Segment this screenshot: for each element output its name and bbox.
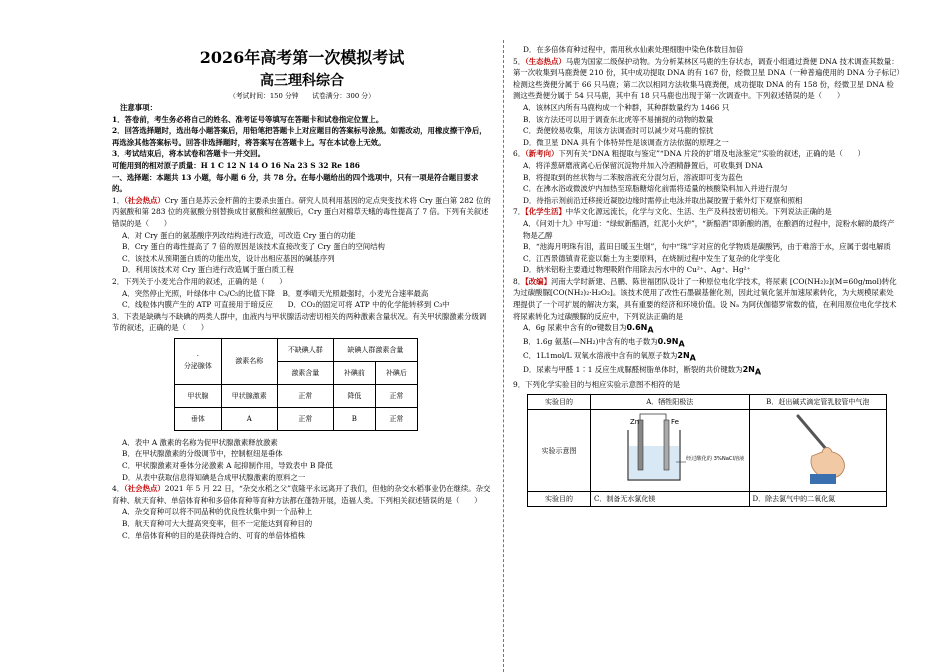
table-header-gland: [175, 338, 222, 384]
table-row: [528, 492, 887, 507]
question-number: 1．: [112, 195, 125, 205]
table-dot: ·: [196, 352, 199, 361]
notice-item: 2．回答选择题时，选出每小题答案后，用铅笔把答题卡上对应题目的答案标号涂黑。如需改动，用橡皮擦干净后，再选涂其他答案标号。回答非选择题时，将答案写在答题卡上。写在本试卷上无效。: [112, 126, 487, 147]
table-header-deficient: 缺碘人群激素含量: [333, 338, 417, 361]
option-text: C．1L1mol/L 双氧水溶液中含有的氧原子数为: [523, 351, 678, 361]
experiment-table: [527, 394, 887, 507]
question-number: 8．: [513, 276, 526, 286]
option: C．线粒体内膜产生的 ATP 可直接用于暗反应 D．CO₂的固定可将 ATP 中的化学能转移到 C₃中: [122, 300, 450, 310]
option: D．利用该技术对 Cry 蛋白进行改造属于蛋白质工程: [122, 265, 294, 275]
table-header-hormone: 激素名称: [221, 338, 277, 384]
question-number: 3．: [112, 311, 125, 321]
question-2: [112, 276, 492, 288]
option: [513, 350, 901, 364]
question-tag: （社会热点）: [124, 195, 165, 205]
option: B．Cry 蛋白的毒性提高了 7 倍的原因是该技术直接改变了 Cry 蛋白的空间结构: [122, 242, 385, 252]
atomic-masses: 可能用到的相对原子质量：H 1 C 12 N 14 O 16 Na 23 S 32 Re 186: [112, 160, 360, 170]
option: D．在多倍体育种过程中，需用秋水仙素处理细胞中染色体数目加倍: [523, 45, 744, 54]
option: C．江西景德镇青花瓷以黏土为主要原料，在烧制过程中发生了复杂的化学变化: [523, 253, 780, 263]
option-value: 2N: [677, 351, 690, 361]
option: B．将提取到的丝状物与二苯胺溶液充分混匀后，溶液即可变为蓝色: [523, 172, 743, 182]
option: C．在沸水浴或微波炉内加热至琼脂糖熔化前需将适量的核酸染料加入并进行混匀: [523, 184, 788, 194]
left-column: [112, 0, 492, 541]
option-value: 0.6N: [626, 323, 648, 333]
question-4: [112, 483, 492, 506]
question-number: 7．: [513, 207, 526, 217]
burette-figure: [749, 410, 887, 492]
option: D．从表中获取信息得知碘是合成甲状腺激素的原料之一: [122, 472, 306, 482]
table-cell: A．牺牲阳极法: [591, 395, 750, 410]
table-cell: 实验示意图: [528, 410, 591, 492]
question-8: [513, 276, 901, 322]
notice-item: 1．答卷前，考生务必将自己的姓名、准考证号等填写在答题卡和试卷指定位置上。: [112, 114, 384, 124]
option-subscript: A: [689, 353, 696, 363]
option-text: A．6g 尿素中含有的σ键数目为: [523, 323, 627, 333]
table-row: [175, 384, 418, 407]
table-cell: 垂体: [175, 407, 222, 430]
question-tag: 【改编】: [525, 276, 551, 286]
question-9: [513, 379, 901, 391]
table-cell: 正常: [375, 384, 417, 407]
question-6: [513, 148, 901, 160]
burette-hand-figure: [768, 412, 868, 486]
option-subscript: A: [647, 325, 654, 335]
question-number: 5．: [513, 56, 526, 66]
option-value: 2N: [742, 365, 755, 375]
table-cell: 降低: [333, 384, 375, 407]
electrolysis-beaker-figure: [610, 412, 745, 486]
section-heading: 一、选择题：本题共 13 小题，每小题 6 分，共 78 分。在每小题给出的四个选项中，只有一项是符合题目要求的。: [112, 172, 479, 194]
option: A．突然停止光照，叶绿体中 C₃/C₅的比值下降 B．夏季晴天光照最强时，小麦光合速率最高: [122, 288, 429, 298]
option: [513, 336, 901, 350]
option: C．粪便较易收集，用该方法调查时可以减少对马鹿的惊扰: [523, 126, 714, 136]
hormone-table: [174, 338, 418, 431]
table-cell: 甲状腺激素: [221, 384, 277, 407]
table-header-before: 补碘前: [333, 361, 375, 384]
option: B．“池海月明珠有泪，蓝田日暖玉生烟”，句中“珠”字对应的化学物质是碳酸钙，由于难溶于水，应属于弱电解质: [523, 242, 891, 252]
option: [513, 322, 901, 336]
table-cell: 正常: [375, 407, 417, 430]
option-subscript: A: [754, 367, 762, 377]
question-number: 4．: [112, 484, 125, 494]
option: C．该技术从预期蛋白质的功能出发，设计出相应基因的碱基序列: [122, 253, 335, 263]
zn-label: Zn: [629, 418, 639, 427]
option-text: D．尿素与甲醛 1∶1 反应生成脲醛树脂单体时，断裂的共价键数为: [523, 365, 743, 375]
table-cell: 实验目的: [528, 492, 591, 507]
table-header-normal: 不缺碘人群: [277, 338, 333, 361]
table-cell: 实验目的: [528, 395, 591, 410]
option-subscript: A: [678, 339, 685, 349]
column-divider: [503, 40, 504, 672]
question-stem: 下列关于小麦光合作用的叙述，正确的是（ ）: [124, 276, 287, 286]
table-row: [528, 410, 887, 492]
option: A．对 Cry 蛋白的氨基酸序列改结构进行改造，可改造 Cry 蛋白的功能: [122, 230, 356, 240]
option: A．《问刘十九》中写道：“绿蚁新醅酒，红泥小火炉”，“新醅酒”即新酿的酒，在酿酒的过程中，淀粉水解的最终产物是乙醇: [523, 218, 895, 240]
table-cell: A: [221, 407, 277, 430]
table-header-after: 补碘后: [375, 361, 417, 384]
question-tag: 【化学生活】: [525, 207, 566, 217]
table-header-content: 激素含量: [277, 361, 333, 384]
question-stem: 下列有关“DNA 粗提取与鉴定”“DNA 片段的扩增及电泳鉴定”实验的叙述，正确的是（ ）: [558, 149, 865, 159]
option: D．待指示剂前沿迁移接近凝胶边缘时需停止电泳并取出凝胶置于紫外灯下观察和照相: [523, 195, 803, 205]
exam-meta: （考试时间：150 分钟 试卷满分：300 分）: [229, 92, 375, 100]
question-number: 2．: [112, 276, 125, 286]
option: D．纳米铝粉主要通过物理吸附作用除去污水中的 Cu²⁺、Ag⁺、Hg²⁺: [523, 265, 751, 275]
sacrificial-anode-figure: [591, 410, 750, 492]
question-number: 9．: [513, 379, 526, 389]
option: A．该林区内所有马鹿构成一个种群，其种群数量约为 1466 只: [523, 102, 730, 112]
option: A．杂交育种可以将不同品种的优良性状集中到一个品种上: [122, 507, 313, 517]
question-7: [513, 206, 901, 218]
option: C．单倍体育种的目的是获得纯合的、可育的单倍体植株: [122, 530, 306, 540]
question-1: [112, 195, 492, 230]
question-tag: （生态热点）: [525, 56, 566, 66]
question-tag: （社会热点）: [124, 484, 165, 494]
option: A．将洋葱研磨液离心后保留沉淀物并加入冷酒精静置后，可收集到 DNA: [523, 160, 763, 170]
table-cell: B．赶出碱式滴定管乳胶管中气泡: [749, 395, 887, 410]
question-3: [112, 311, 492, 334]
option: [513, 364, 901, 378]
table-header-text: 分泌腺体: [183, 362, 212, 371]
table-cell: C．制备无水氯化镁: [591, 492, 750, 507]
question-stem: 马鹿为国家二级保护动物。为分析某林区马鹿的生存状态，调查小组通过粪便 DNA 技术调查其数量：第一次收集到马鹿粪便 210 份，其中成功提取 DNA 的有 167 份，经微卫星 DNA（一种普遍使用的 DNA 分子标记）检测这些粪便分属于 66 只马鹿；第二次以相同方法收集马鹿粪便，成功提取 DNA 的有 158 份，经微卫星 DNA 检测这些粪便分属于 54 只马鹿，其中有 18 只马鹿也出现于第一次调查中。下列叙述错误的是（ ）: [513, 56, 901, 101]
question-stem: 2021 年 5 月 22 日，“杂交水稻之父”袁隆平永远离开了我们，但他的杂交水稻事业仍在继续。杂交育种、航天育种、单倍体育种和多倍体育种等育种方法都在蓬勃开展，造福人类。下列相关叙述错误的是（ ）: [112, 484, 491, 505]
table-row: [175, 407, 418, 430]
table-row: [528, 395, 887, 410]
question-stem: 中华文化源远流长，化学与文化、生活、生产及科技密切相关。下列说法正确的是: [565, 207, 832, 217]
question-5: [513, 56, 901, 102]
notice-item: 3．考试结束后，将本试卷和答题卡一并交回。: [112, 149, 265, 159]
table-cell: 正常: [277, 384, 333, 407]
option-text: B．1.6g 氨基(—NH₂)中含有的电子数为: [523, 337, 658, 347]
exam-subtitle: 高三理科综合: [260, 73, 344, 89]
option: B．在甲状腺激素的分级调节中，控制枢纽是垂体: [122, 449, 283, 459]
option: C．甲状腺激素对垂体分泌激素 A 起抑制作用，导致表中 B 降低: [122, 461, 333, 471]
table-cell: B: [333, 407, 375, 430]
question-stem: 河南大学时新建、吕鹏、陈世福团队设计了一种原位电化学技术，将尿素 [CO(NH₂)₂](M=60g/mol)转化为过碳酸脲[CO(NH₂)₂·H₂O₂]。该技术使用了改性石墨碳基催化剂，因此过氧化氢并加速尿素转化，为大规模尿素处理提供了一个可扩展的解决方案，具有重要的经济和环境价值。设 Nₐ 为阿伏伽德罗常数的值，在利用原位电化学技术将尿素转化为过碳酸脲的反应中，下列说法正确的是: [513, 276, 897, 321]
question-stem: 下列化学实验目的与相应实验示意图不相符的是: [525, 379, 681, 389]
option: B．该方法还可以用于调查东北虎等不易捕捉的动物的数量: [523, 114, 714, 124]
right-column: [513, 44, 901, 507]
notice-heading: 注意事项：: [120, 103, 157, 112]
question-stem: Cry 蛋白是苏云金杆菌的主要杀虫蛋白。研究人员利用基因的定点突变技术将 Cry 蛋白第 282 位的丙氨酸和第 283 位的亮氨酸分别替换成甘氨酸和丝氨酸后，Cry 蛋白对棉草天蛾的毒性提高了 7 倍。下列有关叙述错误的是（ ）: [112, 195, 491, 228]
option: A．表中 A 激素的名称为促甲状腺激素释放激素: [122, 437, 278, 447]
question-stem: 下表是缺碘与不缺碘的两类人群中，血液内与甲状腺活动密切相关的两种激素含量状况。有关甲状腺激素分级调节的叙述，正确的是（ ）: [112, 311, 487, 333]
solution-label: 经过酸化的 3%NaCl溶液: [685, 456, 745, 463]
option: B．航天育种可大大提高突变率，但不一定能达到育种目的: [122, 519, 313, 529]
question-tag: （新考向）: [525, 149, 559, 159]
table-cell: 正常: [277, 407, 333, 430]
table-cell: D．除去氯气中的二氧化氮: [749, 492, 887, 507]
exam-title: 2026年高考第一次模拟考试: [199, 48, 405, 67]
table-cell: 甲状腺: [175, 384, 222, 407]
fe-label: Fe: [670, 418, 679, 427]
question-number: 6．: [513, 149, 526, 159]
option-value: 0.9N: [657, 337, 679, 347]
option: D．微卫星 DNA 具有个体特异性是该调查方法依据的原理之一: [523, 137, 729, 147]
